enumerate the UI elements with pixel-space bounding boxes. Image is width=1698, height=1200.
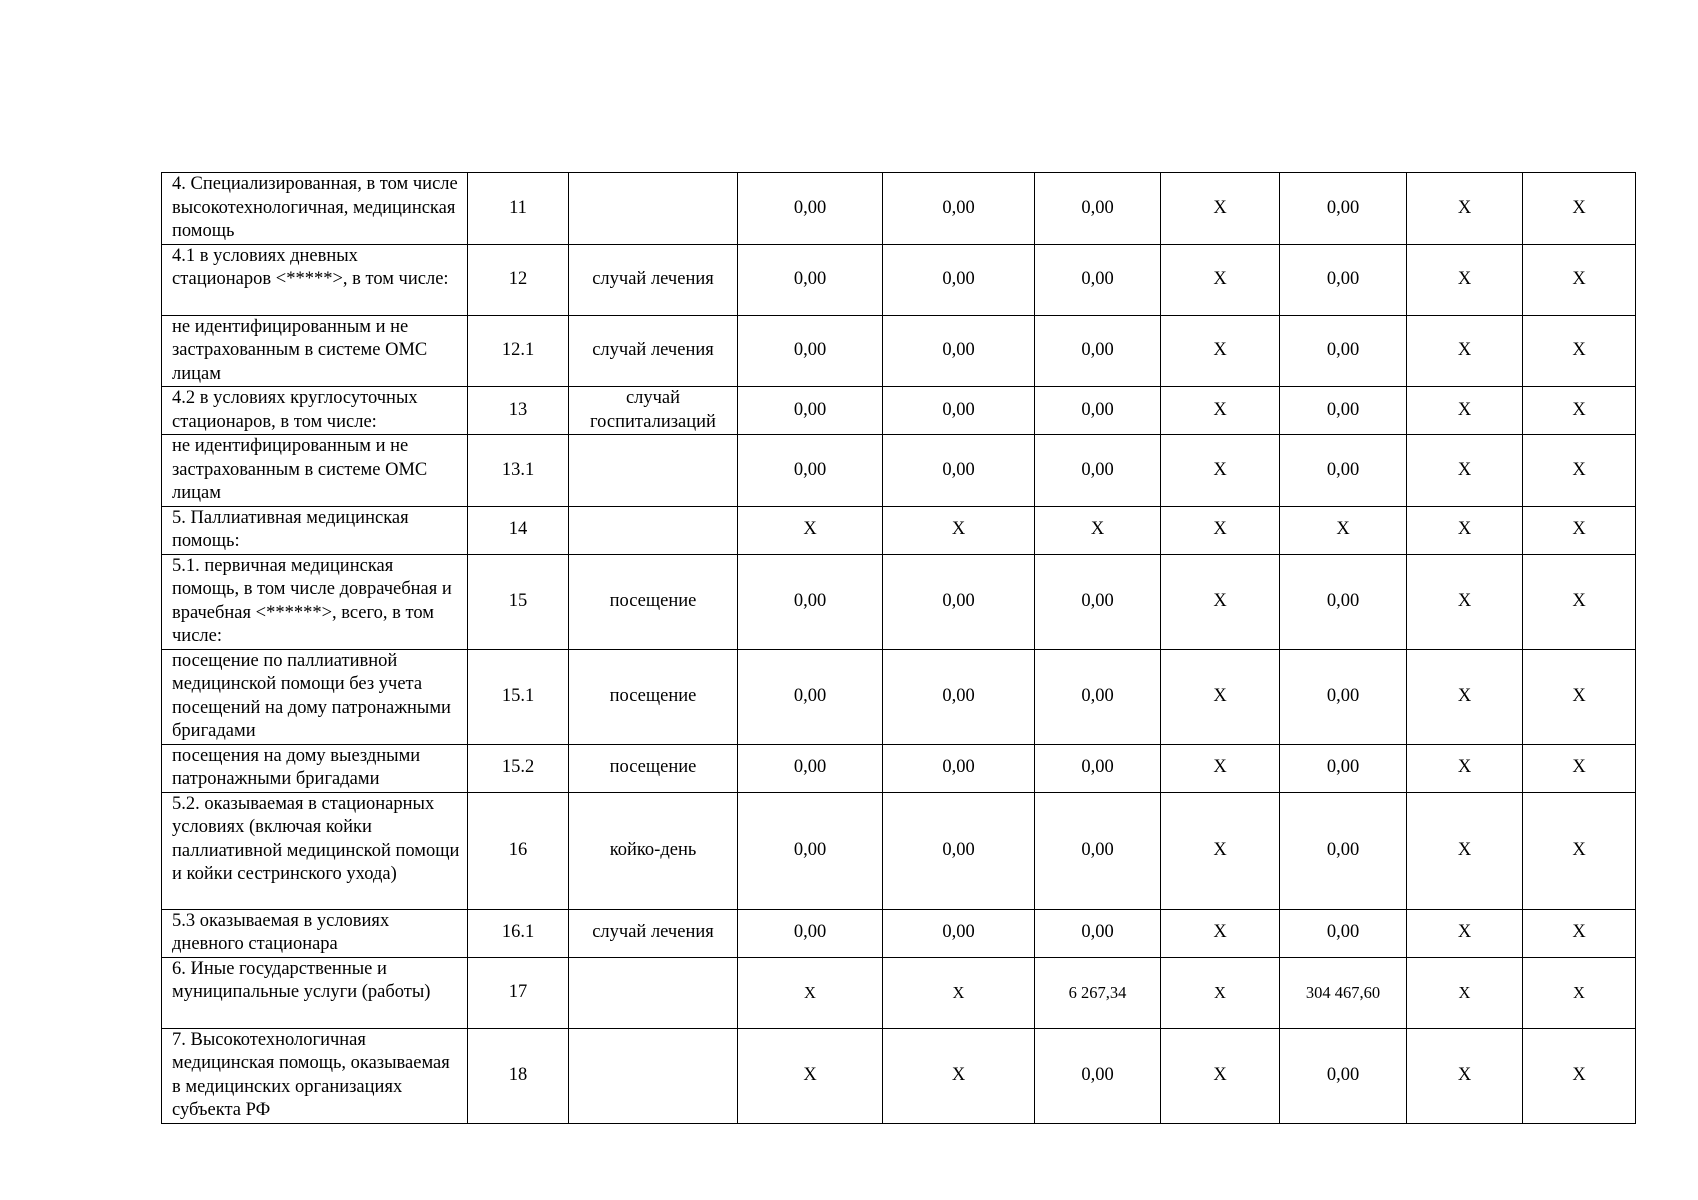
row-value-cell: 0,00 [1280,387,1407,435]
row-name-cell: 5.1. первичная медицинская помощь, в том числе доврачебная и врачебная <******>, всего, в том числе: [162,554,468,649]
row-value-cell: 0,00 [883,387,1035,435]
row-name-cell: 6. Иные государственные и муниципальные услуги (работы) [162,957,468,1028]
row-value-cell: 0,00 [738,649,883,744]
row-value-cell: X [1523,649,1636,744]
row-value-cell: X [1523,315,1636,387]
row-value-cell: 0,00 [1280,315,1407,387]
row-value-cell: X [1407,792,1523,909]
row-value-cell: X [883,1028,1035,1123]
row-unit-cell [569,957,738,1028]
row-value-cell: 0,00 [1280,1028,1407,1123]
row-line-code-cell: 16.1 [468,909,569,957]
row-value-cell: 0,00 [1035,387,1161,435]
row-value-cell: X [1523,744,1636,792]
row-value-cell: 0,00 [883,792,1035,909]
row-value-cell: X [1407,909,1523,957]
row-value-cell: X [1523,554,1636,649]
table-body [162,173,1636,1124]
row-value-cell: 0,00 [1035,792,1161,909]
row-value-cell: X [1407,1028,1523,1123]
row-line-code-cell: 15.2 [468,744,569,792]
row-value-cell: X [1407,957,1523,1028]
row-value-cell: 0,00 [738,792,883,909]
row-value-cell: X [1407,315,1523,387]
row-name-cell: 7. Высокотехнологичная медицинская помощь, оказываемая в медицинских организациях субъекта РФ [162,1028,468,1123]
row-unit-cell [569,435,738,507]
row-value-cell: X [1523,1028,1636,1123]
row-value-cell: X [883,506,1035,554]
row-value-cell: 0,00 [883,909,1035,957]
row-value-cell: X [1407,744,1523,792]
row-value-cell: X [1523,957,1636,1028]
row-value-cell: 0,00 [1035,744,1161,792]
row-value-cell: X [1035,506,1161,554]
row-value-cell: X [1407,554,1523,649]
table-row [162,744,1636,792]
row-unit-cell [569,173,738,245]
row-unit-cell: посещение [569,554,738,649]
row-value-cell: 0,00 [738,244,883,315]
row-value-cell: X [883,957,1035,1028]
row-value-cell: 0,00 [883,315,1035,387]
row-value-cell: 0,00 [738,387,883,435]
row-unit-cell: случай госпитализаций [569,387,738,435]
row-value-cell: X [1161,315,1280,387]
row-value-cell: 0,00 [1280,244,1407,315]
row-unit-cell: койко-день [569,792,738,909]
row-value-cell: 0,00 [883,649,1035,744]
row-value-cell: X [1407,244,1523,315]
row-value-cell: X [1407,506,1523,554]
row-line-code-cell: 15.1 [468,649,569,744]
table-row [162,315,1636,387]
row-name-cell: 4.2 в условиях круглосуточных стационаров, в том числе: [162,387,468,435]
row-value-cell: 0,00 [883,244,1035,315]
row-line-code-cell: 18 [468,1028,569,1123]
row-name-cell: 4. Специализированная, в том числе высокотехнологичная, медицинская помощь [162,173,468,245]
row-value-cell: 0,00 [1280,649,1407,744]
row-name-cell: не идентифицированным и не застрахованным в системе ОМС лицам [162,435,468,507]
row-value-cell: X [738,1028,883,1123]
row-value-cell: 0,00 [1280,554,1407,649]
row-value-cell: 0,00 [1280,173,1407,245]
row-value-cell: 0,00 [1035,244,1161,315]
row-value-cell: 0,00 [1280,435,1407,507]
row-value-cell: X [1407,649,1523,744]
row-value-cell: X [1523,387,1636,435]
row-line-code-cell: 14 [468,506,569,554]
row-line-code-cell: 11 [468,173,569,245]
row-value-cell: X [738,957,883,1028]
row-value-cell: X [1161,387,1280,435]
row-line-code-cell: 13.1 [468,435,569,507]
row-unit-cell [569,506,738,554]
row-value-cell: X [1161,506,1280,554]
row-value-cell: X [1280,506,1407,554]
row-value-cell: 0,00 [738,435,883,507]
row-value-cell: X [1161,244,1280,315]
table-row [162,244,1636,315]
row-value-cell: 6 267,34 [1035,957,1161,1028]
row-value-cell: X [1523,909,1636,957]
table-row [162,1028,1636,1123]
row-value-cell: 0,00 [883,744,1035,792]
row-name-cell: не идентифицированным и не застрахованным в системе ОМС лицам [162,315,468,387]
row-line-code-cell: 16 [468,792,569,909]
row-unit-cell [569,1028,738,1123]
row-value-cell: 0,00 [1035,554,1161,649]
table-row [162,387,1636,435]
row-value-cell: X [1523,792,1636,909]
row-value-cell: X [1523,506,1636,554]
row-value-cell: X [1523,173,1636,245]
data-table [161,172,1636,1124]
row-unit-cell: случай лечения [569,244,738,315]
row-value-cell: 304 467,60 [1280,957,1407,1028]
row-name-cell: 5.2. оказываемая в стационарных условиях (включая койки паллиативной медицинской помощи и койки сестринского ухода) [162,792,468,909]
row-unit-cell: посещение [569,649,738,744]
row-value-cell: X [1161,649,1280,744]
row-value-cell: X [1161,909,1280,957]
row-value-cell: 0,00 [738,173,883,245]
table-row [162,554,1636,649]
row-value-cell: X [1523,435,1636,507]
row-line-code-cell: 12.1 [468,315,569,387]
row-value-cell: 0,00 [1035,315,1161,387]
row-value-cell: 0,00 [1280,792,1407,909]
row-value-cell: X [1161,792,1280,909]
row-value-cell: 0,00 [1035,1028,1161,1123]
row-value-cell: X [1407,435,1523,507]
table-row [162,435,1636,507]
table-row [162,909,1636,957]
row-value-cell: 0,00 [883,554,1035,649]
row-value-cell: 0,00 [883,173,1035,245]
row-line-code-cell: 17 [468,957,569,1028]
row-value-cell: 0,00 [738,744,883,792]
row-value-cell: X [1161,744,1280,792]
row-value-cell: 0,00 [1035,649,1161,744]
table-row [162,649,1636,744]
table-row [162,957,1636,1028]
row-name-cell: 4.1 в условиях дневных стационаров <*****>, в том числе: [162,244,468,315]
row-value-cell: X [1523,244,1636,315]
row-value-cell: 0,00 [1035,173,1161,245]
row-name-cell: 5.3 оказываемая в условиях дневного стационара [162,909,468,957]
row-unit-cell: посещение [569,744,738,792]
table-row [162,173,1636,245]
row-line-code-cell: 12 [468,244,569,315]
row-value-cell: X [1407,387,1523,435]
row-line-code-cell: 13 [468,387,569,435]
row-value-cell: 0,00 [738,909,883,957]
row-name-cell: 5. Паллиативная медицинская помощь: [162,506,468,554]
row-value-cell: X [1161,957,1280,1028]
table-row [162,506,1636,554]
row-value-cell: 0,00 [1035,435,1161,507]
row-value-cell: 0,00 [1280,909,1407,957]
row-value-cell: X [1161,554,1280,649]
row-unit-cell: случай лечения [569,909,738,957]
table-row [162,792,1636,909]
row-value-cell: 0,00 [738,554,883,649]
row-value-cell: 0,00 [1035,909,1161,957]
row-name-cell: посещения на дому выездными патронажными бригадами [162,744,468,792]
row-value-cell: X [1407,173,1523,245]
row-name-cell: посещение по паллиативной медицинской помощи без учета посещений на дому патронажными бригадами [162,649,468,744]
row-value-cell: X [1161,435,1280,507]
row-value-cell: X [738,506,883,554]
row-value-cell: 0,00 [738,315,883,387]
row-value-cell: X [1161,1028,1280,1123]
row-line-code-cell: 15 [468,554,569,649]
row-value-cell: 0,00 [883,435,1035,507]
row-unit-cell: случай лечения [569,315,738,387]
row-value-cell: 0,00 [1280,744,1407,792]
row-value-cell: X [1161,173,1280,245]
